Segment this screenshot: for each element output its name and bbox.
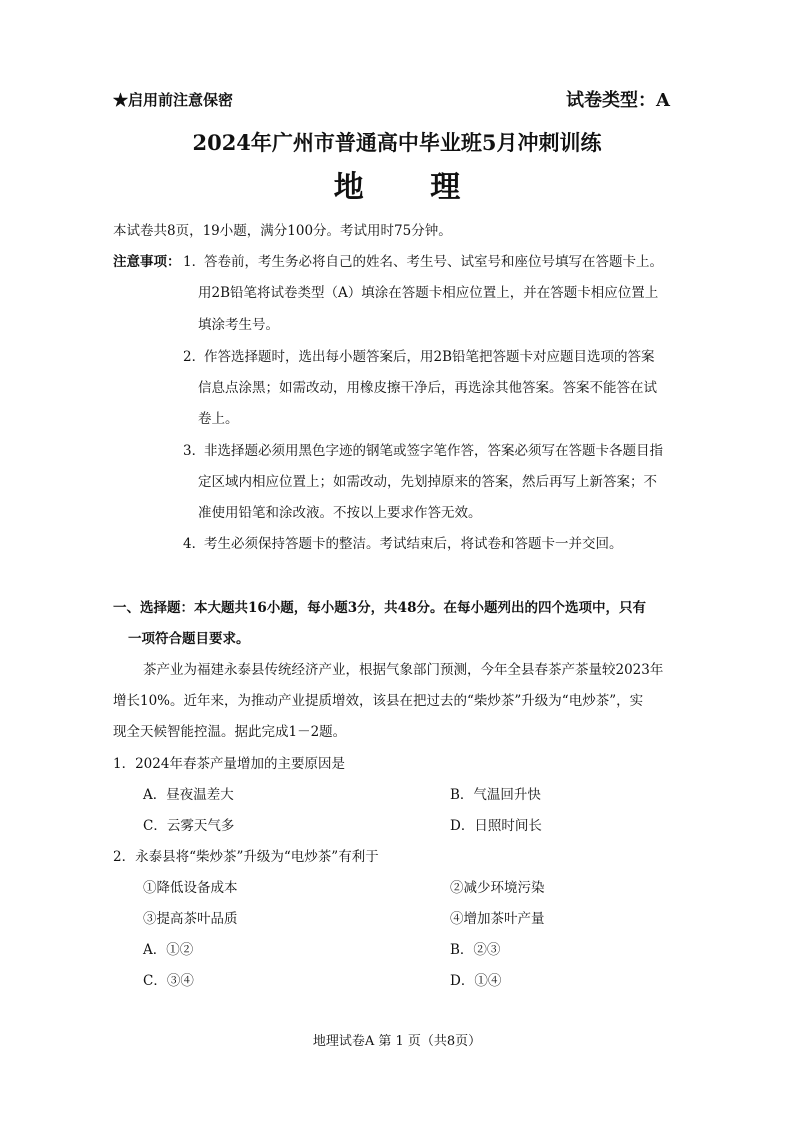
confidential-mark: ★启用前注意保密 (113, 91, 234, 109)
section-heading-cont: 一项符合题目要求。 (128, 631, 250, 647)
note-line: 准使用铅笔和涂改液。不按以上要求作答无效。 (198, 505, 482, 521)
note-number: 3． (183, 443, 206, 459)
notes-label: 注意事项： (113, 254, 181, 270)
q2-statement-2: ②减少环境污染 (450, 880, 545, 896)
q1-option-c: C．云雾天气多 (143, 818, 235, 834)
paper-type: 试卷类型：A (566, 90, 670, 111)
question-1-stem: 1．2024年春茶产量增加的主要原因是 (113, 756, 345, 772)
note-line: 作答选择题时，选出每小题答案后，用2B铅笔把答题卡对应题目选项的答案 (204, 349, 655, 365)
note-number: 1． (183, 254, 206, 270)
note-number: 2． (183, 349, 206, 365)
note-line: 答卷前，考生务必将自己的姓名、考生号、试室号和座位号填写在答题卡上。 (204, 254, 663, 270)
note-line: 用2B铅笔将试卷类型（A）填涂在答题卡相应位置上，并在答题卡相应位置上 (198, 285, 659, 301)
q2-statement-1: ①降低设备成本 (143, 880, 238, 896)
q1-option-a: A．昼夜温差大 (143, 787, 234, 803)
exam-intro: 本试卷共8页，19小题，满分100分。考试用时75分钟。 (113, 223, 452, 239)
passage-line: 茶产业为福建永泰县传统经济产业，根据气象部门预测，今年全县春茶产茶量较2023年 (143, 662, 664, 678)
note-line: 考生必须保持答题卡的整洁。考试结束后，将试卷和答题卡一并交回。 (204, 536, 623, 552)
q2-option-c: C．③④ (143, 973, 194, 989)
note-line: 非选择题必须用黑色字迹的钢笔或签字笔作答，答案必须写在答题卡各题目指 (204, 443, 663, 459)
question-2-stem: 2．永泰县将“柴炒茶”升级为“电炒茶”有利于 (113, 849, 379, 865)
q2-option-b: B．②③ (450, 942, 501, 958)
q2-statement-4: ④增加茶叶产量 (450, 911, 545, 927)
page-footer: 地理试卷A 第 1 页（共8页） (312, 1034, 482, 1049)
passage-line: 现全天候智能控温。据此完成1－2题。 (113, 724, 347, 740)
note-line: 信息点涂黑；如需改动，用橡皮擦干净后，再选涂其他答案。答案不能答在试 (198, 380, 657, 396)
note-line: 定区域内相应位置上；如需改动，先划掉原来的答案，然后再写上新答案；不 (198, 474, 657, 490)
q2-option-d: D．①④ (450, 973, 502, 989)
q1-option-d: D．日照时间长 (450, 818, 542, 834)
note-number: 4． (183, 536, 206, 552)
q2-option-a: A．①② (143, 942, 194, 958)
passage-line: 增长10%。近年来，为推动产业提质增效，该县在把过去的“柴炒茶”升级为“电炒茶”，实 (113, 693, 644, 709)
subject-title: 地 理 (333, 170, 489, 205)
q1-option-b: B．气温回升快 (450, 787, 541, 803)
q2-statement-3: ③提高茶叶品质 (143, 911, 238, 927)
section-heading: 一、选择题：本大题共16小题，每小题3分，共48分。在每小题列出的四个选项中，只有 (113, 600, 646, 616)
exam-title: 2024年广州市普通高中毕业班5月冲刺训练 (192, 130, 602, 155)
note-line: 填涂考生号。 (198, 317, 279, 333)
note-line: 卷上。 (198, 411, 239, 427)
